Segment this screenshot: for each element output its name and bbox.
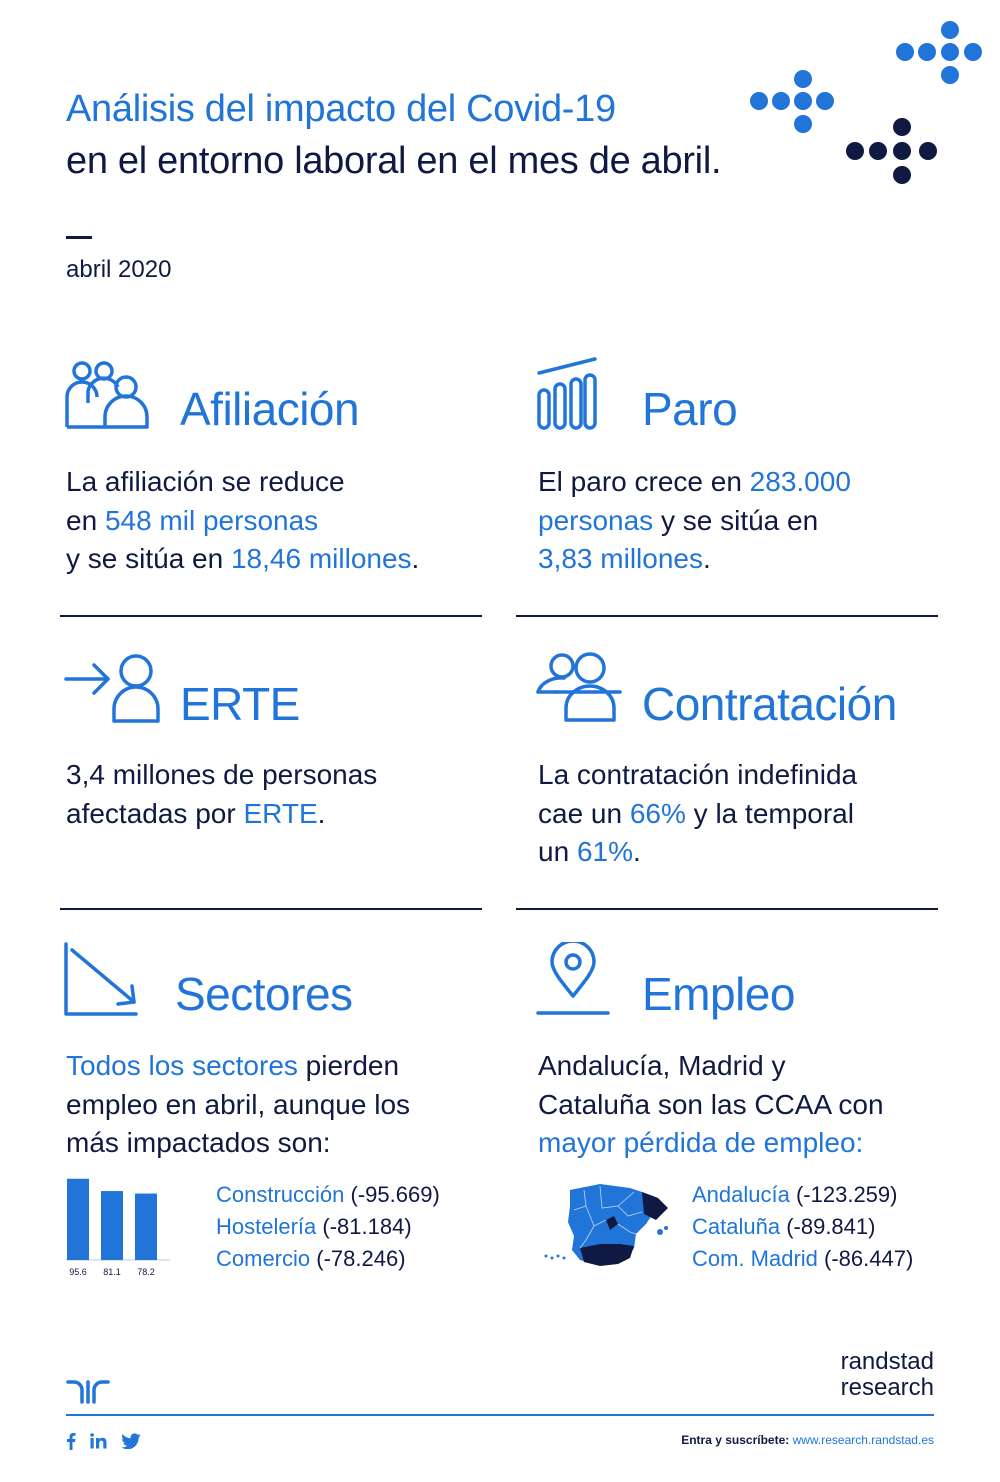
- paro-line-2: personas y se sitúa en: [538, 504, 819, 536]
- contratacion-line-2: cae un 66% y la temporal: [538, 797, 854, 829]
- afiliacion-heading: Afiliación: [180, 383, 360, 435]
- chart-bar-1: [101, 1191, 123, 1260]
- paro-line-3: 3,83 millones.: [538, 543, 711, 574]
- afiliacion-line-2: en 548 mil personas: [66, 504, 319, 536]
- arrow-person-icon: [64, 653, 164, 725]
- sectores-line-3: más impactados son:: [66, 1127, 331, 1158]
- social-links: [66, 1430, 141, 1452]
- trend-down-icon: [64, 942, 138, 1016]
- brand-line-2: research: [840, 1374, 934, 1401]
- spain-map: [538, 1176, 674, 1270]
- subscribe-link[interactable]: www.research.randstad.es: [792, 1433, 934, 1447]
- twitter-icon[interactable]: [121, 1433, 141, 1449]
- region-list: [692, 1179, 913, 1275]
- section-divider: [60, 908, 482, 910]
- report-date: abril 2020: [66, 256, 172, 283]
- chart-bar-0: [67, 1179, 89, 1260]
- paro-heading: Paro: [642, 383, 738, 435]
- afiliacion-line-1: La afiliación se reduce: [66, 466, 345, 497]
- location-pin-icon: [536, 942, 610, 1016]
- brand-wordmark: [841, 1349, 934, 1401]
- contratacion-text: [538, 756, 857, 872]
- page-title-line1: Análisis del impacto del Covid-19: [66, 88, 616, 130]
- contratacion-line-3: un 61%.: [538, 836, 641, 867]
- section-divider: [516, 908, 938, 910]
- empleo-line-1: Andalucía, Madrid y: [538, 1050, 786, 1081]
- subscribe-cta: [681, 1433, 934, 1447]
- paro-line-1: El paro crece en 283.000: [538, 466, 851, 497]
- decorative-dots-graphic: [740, 15, 1000, 215]
- two-people-icon: [536, 652, 622, 724]
- paro-increase-value: 283.000: [749, 466, 851, 497]
- randstad-logo-icon: [66, 1378, 110, 1404]
- footer-divider: [66, 1414, 934, 1416]
- sectores-text: [66, 1047, 410, 1163]
- subscribe-label: Entra y suscríbete:: [681, 1433, 793, 1447]
- sector-list: [216, 1179, 440, 1275]
- region-item: Com. Madrid (-86.447): [692, 1246, 914, 1271]
- section-divider: [60, 615, 482, 617]
- paro-total-value: 3,83 millones: [538, 543, 703, 574]
- contratacion-line-1: La contratación indefinida: [538, 759, 858, 790]
- facebook-icon[interactable]: [66, 1432, 76, 1450]
- page-title-line2: en el entorno laboral en el mes de abril.: [66, 140, 722, 182]
- empleo-line-2: Cataluña son las CCAA con: [538, 1088, 884, 1120]
- sectores-line-2: empleo en abril, aunque los: [66, 1088, 411, 1120]
- erte-heading: ERTE: [180, 678, 300, 730]
- afiliacion-text: [66, 463, 419, 579]
- erte-line-1: 3,4 millones de personas: [66, 759, 378, 790]
- region-item: Cataluña (-89.841): [692, 1214, 876, 1239]
- brand-line-1: randstad: [840, 1348, 934, 1375]
- erte-text: [66, 756, 377, 833]
- contratacion-heading: Contratación: [642, 678, 897, 730]
- sector-item: Hostelería (-81.184): [216, 1214, 412, 1239]
- paro-text: [538, 463, 851, 579]
- sectores-heading: Sectores: [175, 968, 353, 1020]
- chart-bar-label-2: 78.2: [137, 1267, 155, 1277]
- chart-bar-2: [135, 1194, 157, 1260]
- sectores-line-1: Todos los sectores pierden: [66, 1050, 400, 1081]
- sector-item: Construcción (-95.669): [216, 1182, 440, 1207]
- bar-chart-icon: [537, 357, 597, 431]
- sector-bar-chart: [62, 1170, 174, 1282]
- section-divider: [516, 615, 938, 617]
- title-divider: [66, 236, 92, 239]
- erte-line-2: afectadas por ERTE.: [66, 797, 326, 829]
- sector-item: Comercio (-78.246): [216, 1246, 406, 1271]
- linkedin-icon[interactable]: [90, 1433, 107, 1449]
- empleo-text: [538, 1047, 884, 1163]
- people-group-icon: [64, 359, 150, 431]
- chart-bar-label-1: 81.1: [103, 1267, 121, 1277]
- empleo-heading: Empleo: [642, 968, 795, 1020]
- afiliacion-drop-value: 548 mil personas: [104, 504, 319, 536]
- afiliacion-total-value: 18,46 millones: [230, 543, 412, 574]
- region-item: Andalucía (-123.259): [692, 1182, 898, 1207]
- empleo-line-3: mayor pérdida de empleo:: [538, 1127, 864, 1158]
- map-region-andalucia: [580, 1244, 634, 1266]
- chart-bar-label-0: 95.6: [69, 1267, 87, 1277]
- afiliacion-line-3: y se sitúa en 18,46 millones.: [66, 543, 420, 574]
